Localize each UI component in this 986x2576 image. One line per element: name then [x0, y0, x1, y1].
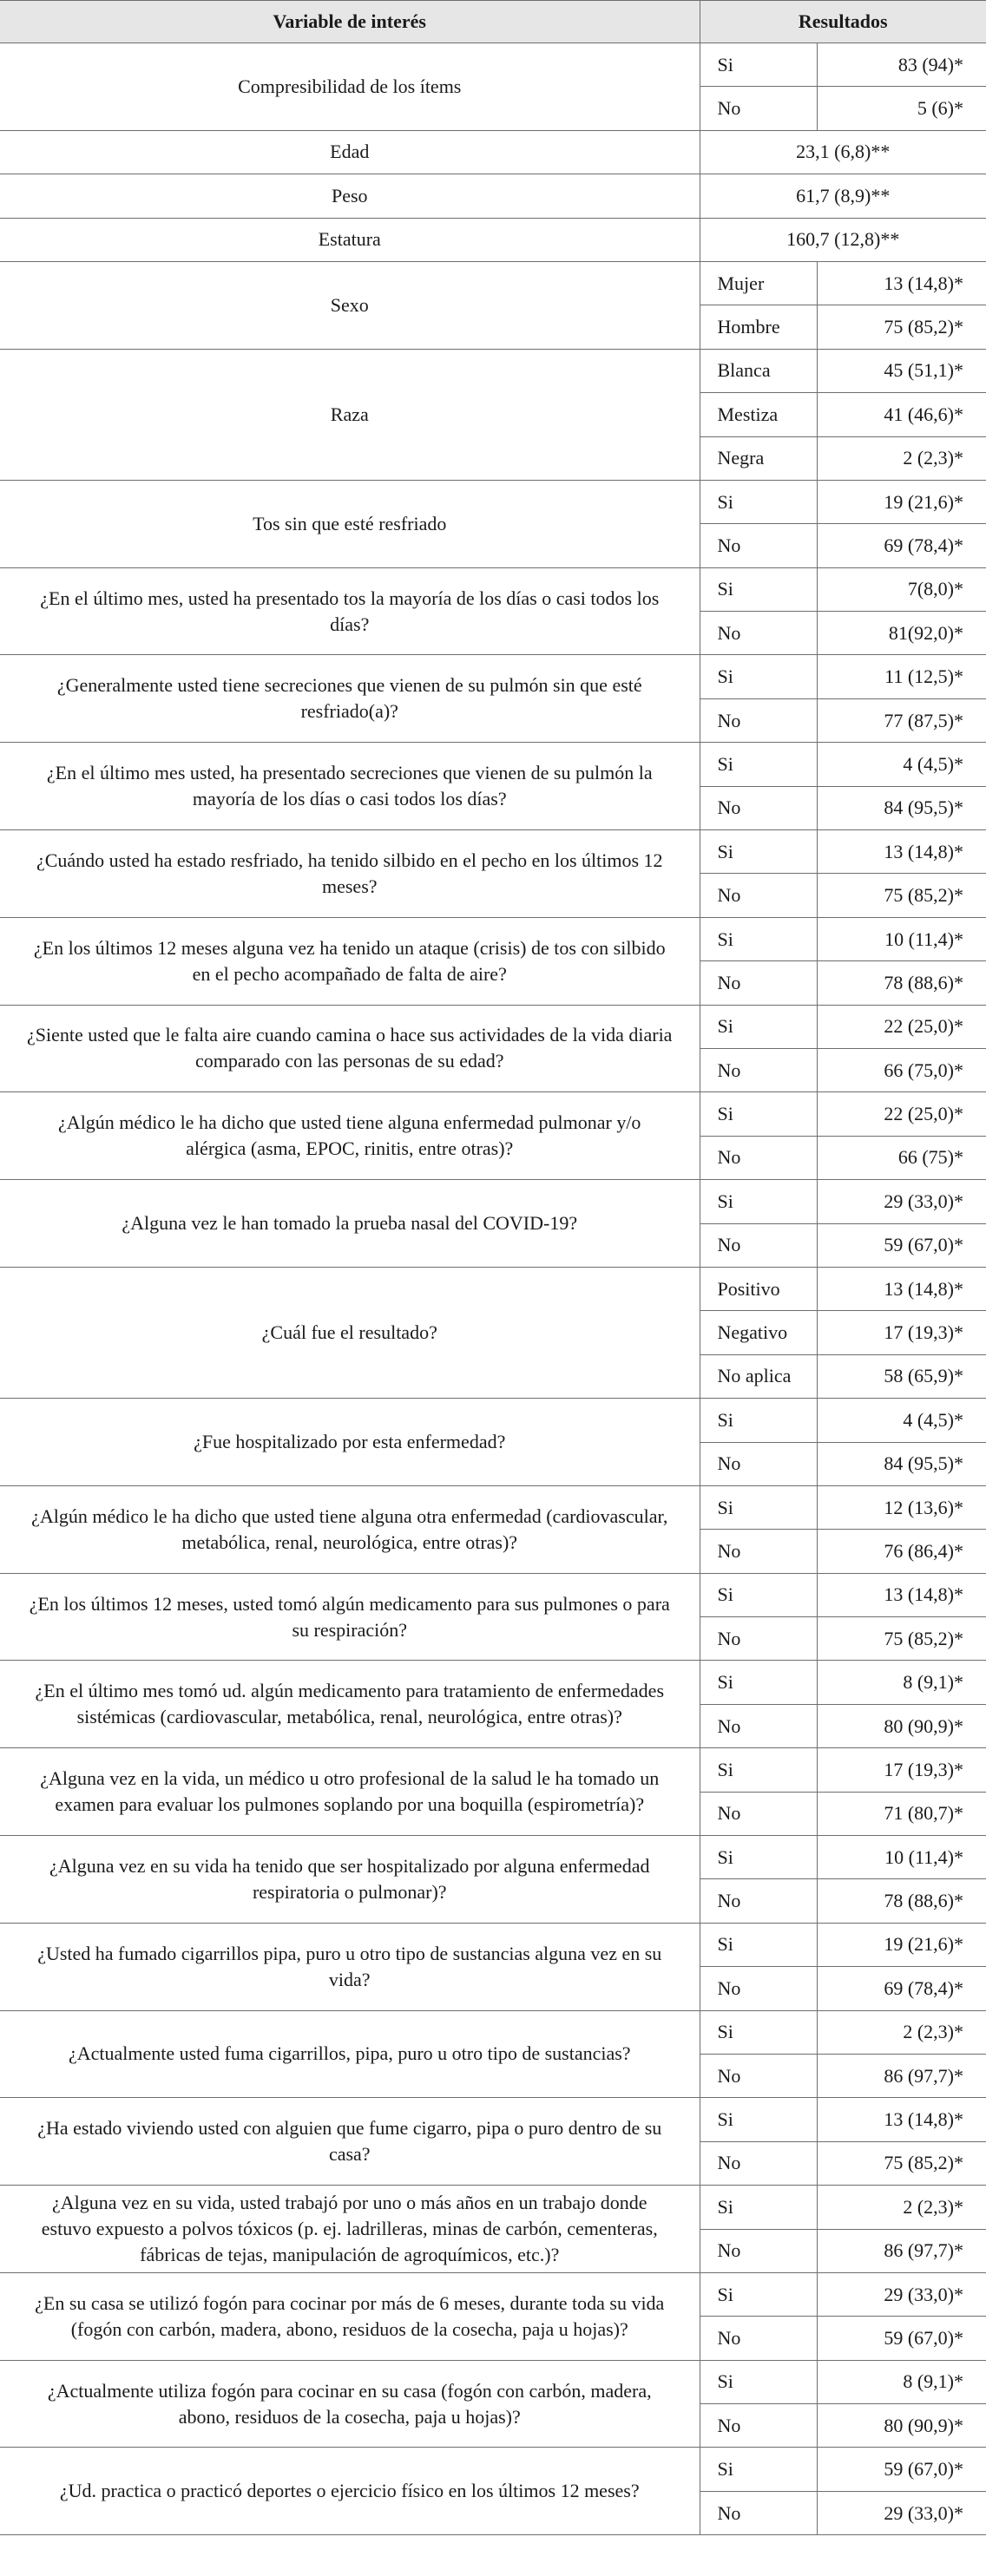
table-row — [0, 261, 986, 305]
result-value: 84 (95,5)* — [817, 1442, 986, 1485]
variable-label: Edad — [0, 130, 700, 174]
table-row — [0, 1748, 986, 1792]
result-value: 12 (13,6)* — [817, 1485, 986, 1529]
response-option: No — [700, 1879, 817, 1923]
response-option: No — [700, 612, 817, 655]
variable-label: ¿Usted ha fumado cigarrillos pipa, puro u otro tipo de sustancias alguna vez en su vida? — [0, 1923, 700, 2010]
response-option: Si — [700, 43, 817, 87]
result-value: 66 (75)* — [817, 1136, 986, 1179]
variable-label: ¿Alguna vez en la vida, un médico u otro profesional de la salud le ha tomado un examen para evaluar los pulmones soplando por una boquilla (espirometría)? — [0, 1748, 700, 1836]
variable-label: ¿Alguna vez en su vida ha tenido que ser hospitalizado por alguna enfermedad respiratoria o pulmonar)? — [0, 1836, 700, 1924]
response-option: No — [700, 1530, 817, 1573]
result-value: 45 (51,1)* — [817, 349, 986, 392]
result-value: 41 (46,6)* — [817, 393, 986, 436]
response-option: No — [700, 1617, 817, 1661]
response-option: Si — [700, 2360, 817, 2403]
response-option: Negativo — [700, 1311, 817, 1354]
result-value: 61,7 (8,9)** — [700, 174, 986, 218]
result-value: 160,7 (12,8)** — [700, 218, 986, 261]
response-option: No — [700, 2317, 817, 2360]
variable-label: ¿Fue hospitalizado por esta enfermedad? — [0, 1399, 700, 1486]
variable-label: ¿Siente usted que le falta aire cuando camina o hace sus actividades de la vida diaria comparado con las personas de su edad? — [0, 1005, 700, 1092]
result-value: 22 (25,0)* — [817, 1092, 986, 1136]
table-row — [0, 2186, 986, 2229]
response-option: No — [700, 87, 817, 130]
table-row — [0, 2448, 986, 2491]
result-value: 29 (33,0)* — [817, 2491, 986, 2534]
result-value: 75 (85,2)* — [817, 2141, 986, 2185]
response-option: No — [700, 1967, 817, 2010]
response-option: No — [700, 1792, 817, 1835]
response-option: Si — [700, 1399, 817, 1442]
result-value: 29 (33,0)* — [817, 2272, 986, 2316]
variable-label: ¿Ud. practica o practicó deportes o ejercicio físico en los últimos 12 meses? — [0, 2448, 700, 2535]
result-value: 13 (14,8)* — [817, 2098, 986, 2141]
response-option: No aplica — [700, 1354, 817, 1398]
table-row — [0, 43, 986, 87]
result-value: 81(92,0)* — [817, 612, 986, 655]
result-value: 2 (2,3)* — [817, 2186, 986, 2229]
result-value: 58 (65,9)* — [817, 1354, 986, 1398]
response-option: No — [700, 698, 817, 742]
response-option: No — [700, 1048, 817, 1091]
response-option: No — [700, 1442, 817, 1485]
variable-label: ¿Alguna vez en su vida, usted trabajó por uno o más años en un trabajo donde estuvo expuesto a polvos tóxicos (p. ej. ladrilleras, minas de carbón, cementeras, fábricas de tejas, manipulación de agroquímicos, etc.)? — [0, 2186, 700, 2273]
table-row — [0, 567, 986, 611]
result-value: 4 (4,5)* — [817, 1399, 986, 1442]
response-option: Si — [700, 2098, 817, 2141]
response-option: Negra — [700, 436, 817, 480]
table-row — [0, 1092, 986, 1136]
result-value: 17 (19,3)* — [817, 1748, 986, 1792]
result-value: 8 (9,1)* — [817, 1661, 986, 1704]
response-option: No — [700, 2141, 817, 2185]
header-variable: Variable de interés — [0, 1, 700, 43]
response-option: Si — [700, 2186, 817, 2229]
response-option: Si — [700, 1661, 817, 1704]
result-value: 11 (12,5)* — [817, 655, 986, 698]
table-row — [0, 1485, 986, 1529]
response-option: No — [700, 2491, 817, 2534]
variable-label: ¿Actualmente utiliza fogón para cocinar en su casa (fogón con carbón, madera, abono, residuos de la cosecha, paja u hojas)? — [0, 2360, 700, 2448]
result-value: 69 (78,4)* — [817, 1967, 986, 2010]
response-option: Si — [700, 1573, 817, 1616]
response-option: Si — [700, 1180, 817, 1223]
variable-label: Peso — [0, 174, 700, 218]
result-value: 13 (14,8)* — [817, 830, 986, 874]
result-value: 19 (21,6)* — [817, 480, 986, 523]
table-row — [0, 2098, 986, 2141]
result-value: 22 (25,0)* — [817, 1005, 986, 1048]
result-value: 7(8,0)* — [817, 567, 986, 611]
result-value: 59 (67,0)* — [817, 2317, 986, 2360]
table-row — [0, 1573, 986, 1616]
response-option: No — [700, 1223, 817, 1267]
response-option: Si — [700, 655, 817, 698]
table-row — [0, 1399, 986, 1442]
result-value: 59 (67,0)* — [817, 2448, 986, 2491]
response-option: Si — [700, 917, 817, 960]
result-value: 78 (88,6)* — [817, 1879, 986, 1923]
result-value: 76 (86,4)* — [817, 1530, 986, 1573]
response-option: Si — [700, 2010, 817, 2054]
result-value: 10 (11,4)* — [817, 917, 986, 960]
variable-label: Raza — [0, 349, 700, 480]
response-option: No — [700, 786, 817, 829]
table-header-row — [0, 1, 986, 43]
result-value: 2 (2,3)* — [817, 2010, 986, 2054]
variable-label: Sexo — [0, 261, 700, 349]
response-option: No — [700, 2404, 817, 2448]
result-value: 10 (11,4)* — [817, 1836, 986, 1879]
response-option: Si — [700, 1836, 817, 1879]
result-value: 83 (94)* — [817, 43, 986, 87]
result-value: 71 (80,7)* — [817, 1792, 986, 1835]
response-option: Si — [700, 743, 817, 786]
response-option: Si — [700, 1092, 817, 1136]
result-value: 13 (14,8)* — [817, 1573, 986, 1616]
variable-label: ¿Actualmente usted fuma cigarrillos, pipa, puro u otro tipo de sustancias? — [0, 2010, 700, 2098]
table-row — [0, 349, 986, 392]
result-value: 80 (90,9)* — [817, 2404, 986, 2448]
response-option: Si — [700, 1748, 817, 1792]
variable-label: Estatura — [0, 218, 700, 261]
variable-label: ¿En el último mes tomó ud. algún medicamento para tratamiento de enfermedades sistémicas (cardiovascular, metabólica, renal, neurológica, entre otras)? — [0, 1661, 700, 1748]
result-value: 5 (6)* — [817, 87, 986, 130]
variable-label: ¿Generalmente usted tiene secreciones que vienen de su pulmón sin que esté resfriado(a)? — [0, 655, 700, 743]
response-option: No — [700, 1704, 817, 1747]
table-row — [0, 830, 986, 874]
table-row — [0, 917, 986, 960]
result-value: 2 (2,3)* — [817, 436, 986, 480]
response-option: No — [700, 2229, 817, 2272]
result-value: 8 (9,1)* — [817, 2360, 986, 2403]
variable-label: ¿Algún médico le ha dicho que usted tiene alguna enfermedad pulmonar y/o alérgica (asma, EPOC, rinitis, entre otras)? — [0, 1092, 700, 1180]
result-value: 29 (33,0)* — [817, 1180, 986, 1223]
table-row — [0, 655, 986, 698]
response-option: Si — [700, 2272, 817, 2316]
variable-label: ¿Cuál fue el resultado? — [0, 1267, 700, 1398]
response-option: No — [700, 1136, 817, 1179]
variable-label: ¿En los últimos 12 meses, usted tomó algún medicamento para sus pulmones o para su respiración? — [0, 1573, 700, 1661]
header-results: Resultados — [700, 1, 986, 43]
result-value: 13 (14,8)* — [817, 1267, 986, 1310]
table-row — [0, 130, 986, 174]
result-value: 84 (95,5)* — [817, 786, 986, 829]
response-option: Si — [700, 830, 817, 874]
table-row — [0, 1005, 986, 1048]
result-value: 77 (87,5)* — [817, 698, 986, 742]
response-option: No — [700, 2054, 817, 2097]
result-value: 75 (85,2)* — [817, 305, 986, 349]
response-option: Si — [700, 2448, 817, 2491]
variable-label: ¿Ha estado viviendo usted con alguien que fume cigarro, pipa o puro dentro de su casa? — [0, 2098, 700, 2186]
result-value: 78 (88,6)* — [817, 961, 986, 1005]
response-option: Si — [700, 1005, 817, 1048]
result-value: 75 (85,2)* — [817, 1617, 986, 1661]
variable-label: Tos sin que esté resfriado — [0, 480, 700, 567]
result-value: 66 (75,0)* — [817, 1048, 986, 1091]
result-value: 13 (14,8)* — [817, 261, 986, 305]
result-value: 80 (90,9)* — [817, 1704, 986, 1747]
result-value: 86 (97,7)* — [817, 2054, 986, 2097]
variable-label: ¿Algún médico le ha dicho que usted tiene alguna otra enfermedad (cardiovascular, metabólica, renal, neurológica, entre otras)? — [0, 1485, 700, 1573]
variable-label: ¿Cuándo usted ha estado resfriado, ha tenido silbido en el pecho en los últimos 12 meses? — [0, 830, 700, 918]
table-row — [0, 1923, 986, 1966]
response-option: Mestiza — [700, 393, 817, 436]
table-row — [0, 480, 986, 523]
table-row — [0, 2360, 986, 2403]
table-row — [0, 2010, 986, 2054]
response-option: Si — [700, 1923, 817, 1966]
table-row — [0, 743, 986, 786]
response-option: Si — [700, 480, 817, 523]
variable-label: ¿En su casa se utilizó fogón para cocinar por más de 6 meses, durante toda su vida (fogón con carbón, madera, abono, residuos de la cosecha, paja u hojas)? — [0, 2272, 700, 2360]
table-row — [0, 1180, 986, 1223]
response-option: Hombre — [700, 305, 817, 349]
response-option: Si — [700, 1485, 817, 1529]
response-option: Mujer — [700, 261, 817, 305]
table-row — [0, 1267, 986, 1310]
table-row — [0, 1661, 986, 1704]
response-option: No — [700, 524, 817, 567]
table-body — [0, 43, 986, 2535]
variable-label: ¿En los últimos 12 meses alguna vez ha tenido un ataque (crisis) de tos con silbido en el pecho acompañado de falta de aire? — [0, 917, 700, 1005]
variable-label: Compresibilidad de los ítems — [0, 43, 700, 131]
result-value: 23,1 (6,8)** — [700, 130, 986, 174]
result-value: 17 (19,3)* — [817, 1311, 986, 1354]
result-value: 69 (78,4)* — [817, 524, 986, 567]
table-row — [0, 1836, 986, 1879]
response-option: Si — [700, 567, 817, 611]
response-option: No — [700, 961, 817, 1005]
result-value: 4 (4,5)* — [817, 743, 986, 786]
result-value: 75 (85,2)* — [817, 874, 986, 917]
variable-label: ¿En el último mes usted, ha presentado secreciones que vienen de su pulmón la mayoría de los días o casi todos los días? — [0, 743, 700, 830]
variable-label: ¿Alguna vez le han tomado la prueba nasal del COVID-19? — [0, 1180, 700, 1268]
response-option: No — [700, 874, 817, 917]
response-option: Blanca — [700, 349, 817, 392]
result-value: 59 (67,0)* — [817, 1223, 986, 1267]
result-value: 19 (21,6)* — [817, 1923, 986, 1966]
table-row — [0, 2272, 986, 2316]
response-option: Positivo — [700, 1267, 817, 1310]
table-row — [0, 218, 986, 261]
variable-label: ¿En el último mes, usted ha presentado tos la mayoría de los días o casi todos los días? — [0, 567, 700, 655]
result-value: 86 (97,7)* — [817, 2229, 986, 2272]
table-row — [0, 174, 986, 218]
